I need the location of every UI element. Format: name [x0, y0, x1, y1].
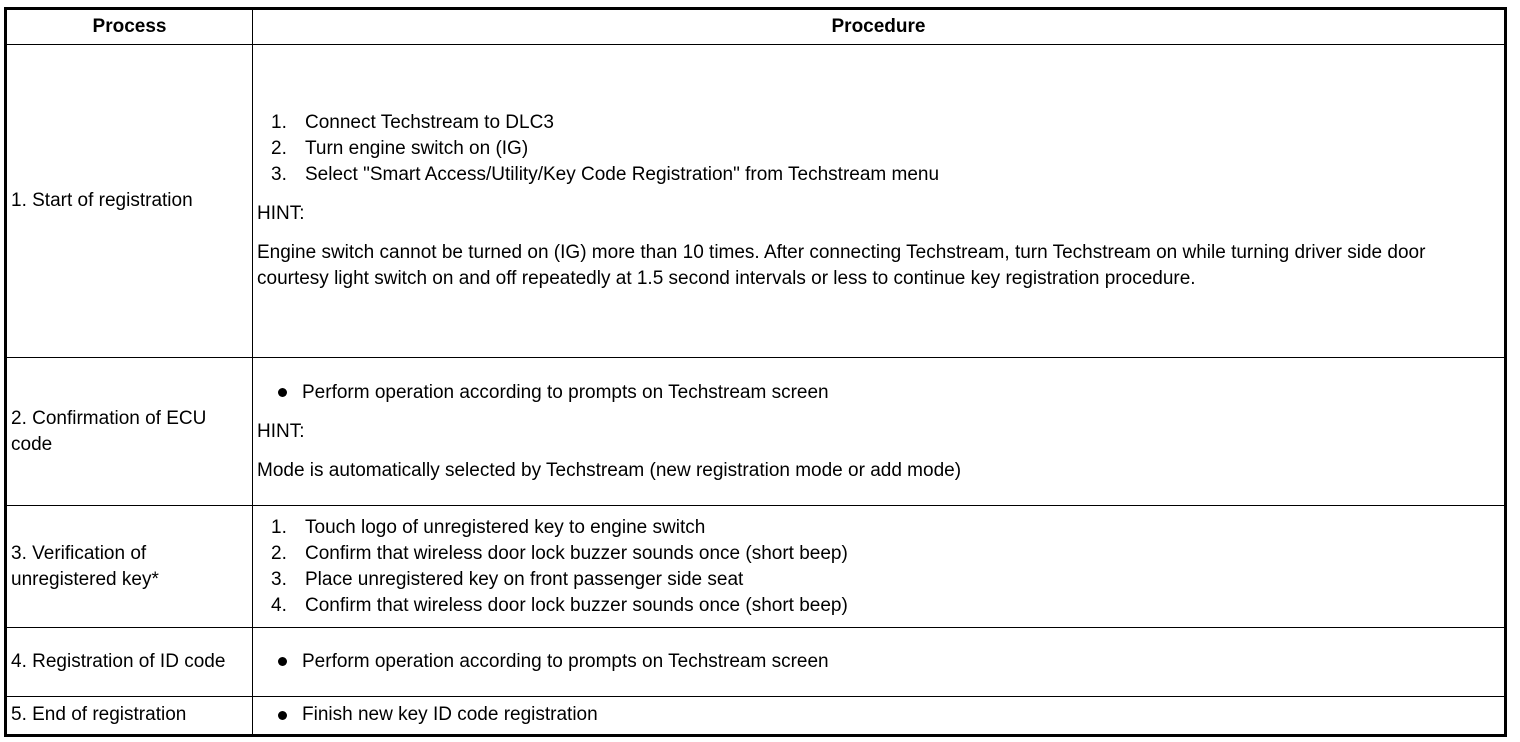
- step-number: 3.: [271, 568, 287, 590]
- list-item: [257, 702, 1496, 728]
- header-process: Process: [6, 9, 253, 45]
- bullet-text: Perform operation according to prompts on Techstream screen: [302, 650, 829, 672]
- step-number: 1.: [271, 516, 287, 538]
- bullet-icon: [278, 388, 287, 397]
- hint-text: Engine switch cannot be turned on (IG) more than 10 times. After connecting Techstream, turn Techstream on while turning driver side door courtesy light switch on and off repeatedly at 1.5 second intervals or less to continue key registration procedure.: [257, 242, 1426, 289]
- list-item: [257, 567, 1496, 593]
- procedure-cell: [253, 358, 1506, 506]
- process-cell: 2. Confirmation of ECU code: [6, 358, 253, 506]
- list-item: [257, 162, 1496, 188]
- step-text: Select "Smart Access/Utility/Key Code Registration" from Techstream menu: [305, 164, 940, 185]
- table-row: [6, 506, 1506, 627]
- table-row: [6, 358, 1506, 506]
- list-item: [257, 380, 1496, 406]
- step-list: [257, 515, 1496, 619]
- list-item: [257, 593, 1496, 619]
- list-item: [257, 541, 1496, 567]
- step-text: Touch logo of unregistered key to engine switch: [305, 516, 706, 538]
- procedure-cell: [253, 696, 1506, 735]
- hint-label: HINT:: [257, 420, 305, 442]
- list-item: [257, 110, 1496, 136]
- step-list: [257, 110, 1496, 188]
- step-text: Connect Techstream to DLC3: [305, 112, 554, 133]
- step-number: 3.: [271, 164, 287, 185]
- procedure-cell: [253, 45, 1506, 358]
- step-text: Confirm that wireless door lock buzzer sounds once (short beep): [305, 542, 848, 564]
- table-header-row: [6, 9, 1506, 45]
- list-item: [257, 136, 1496, 162]
- process-cell: 1. Start of registration: [6, 45, 253, 358]
- bullet-icon: [278, 711, 287, 720]
- table-row: [6, 696, 1506, 735]
- step-text: Confirm that wireless door lock buzzer sounds once (short beep): [305, 594, 848, 616]
- process-cell: 5. End of registration: [6, 696, 253, 735]
- bullet-list: [257, 649, 1496, 675]
- bullet-text: Perform operation according to prompts on Techstream screen: [302, 381, 829, 403]
- bullet-icon: [278, 657, 287, 666]
- step-number: 1.: [271, 112, 287, 133]
- table-row: [6, 45, 1506, 358]
- process-cell: 4. Registration of ID code: [6, 627, 253, 696]
- bullet-list: [257, 702, 1496, 728]
- bullet-text: Finish new key ID code registration: [302, 704, 598, 726]
- procedure-cell: [253, 506, 1506, 627]
- procedure-cell: [253, 627, 1506, 696]
- step-number: 2.: [271, 138, 287, 159]
- list-item: [257, 649, 1496, 675]
- hint-text: Mode is automatically selected by Techstream (new registration mode or add mode): [257, 459, 962, 481]
- step-number: 2.: [271, 542, 287, 564]
- step-number: 4.: [271, 594, 287, 616]
- process-cell: 3. Verification of unregistered key*: [6, 506, 253, 627]
- key-registration-table: [4, 7, 1507, 737]
- step-text: Place unregistered key on front passenger side seat: [305, 568, 744, 590]
- header-procedure: Procedure: [253, 9, 1506, 45]
- bullet-list: [257, 380, 1496, 406]
- table-row: [6, 627, 1506, 696]
- hint-label: HINT:: [257, 203, 305, 224]
- step-text: Turn engine switch on (IG): [305, 138, 529, 159]
- list-item: [257, 515, 1496, 541]
